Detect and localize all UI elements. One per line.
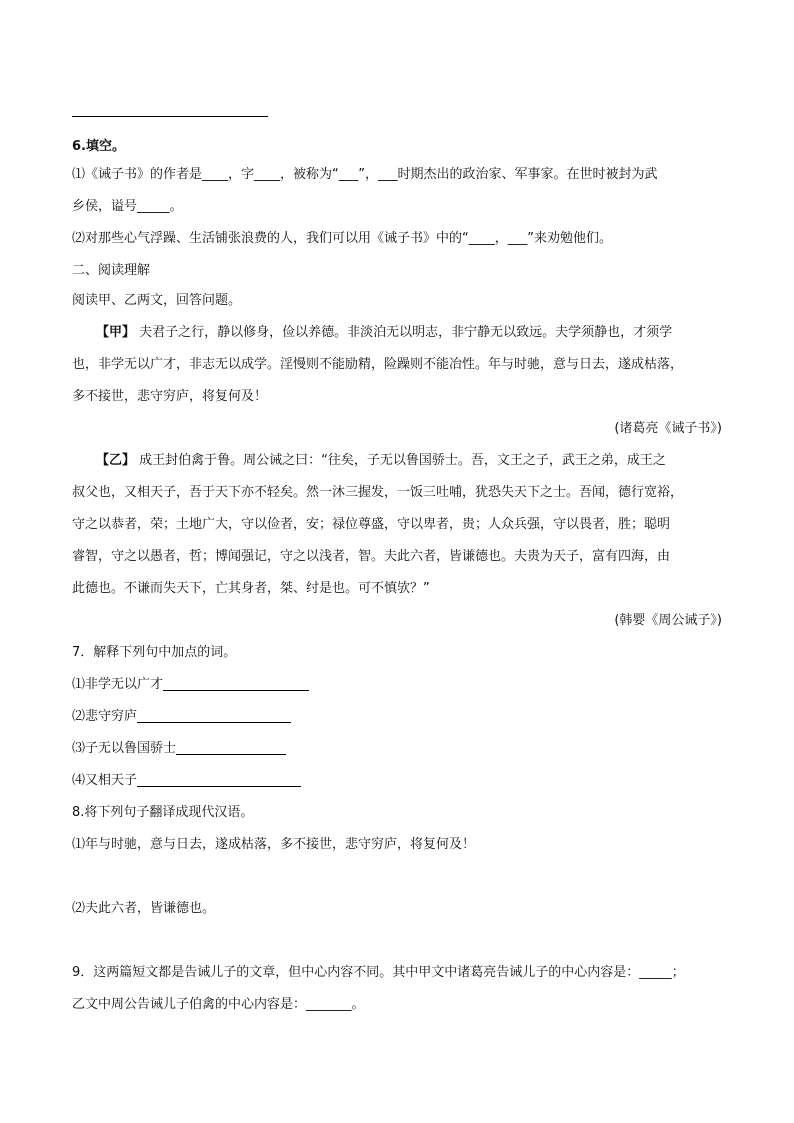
q8-item2: ⑵夫此六者，皆谦德也。 [72,901,216,916]
q6-title: 6.填空。 [72,139,125,154]
q7-item4-answer-line[interactable] [137,772,301,787]
passage-b-line1 [96,452,666,470]
q9-line1: 9．这两篇短文都是告诫儿子的文章，但中心内容不同。其中甲文中诸葛亮告诫儿子的中心内容是：_____； [72,965,685,980]
q8-title: 8.将下列句子翻译成现代汉语。 [72,805,254,820]
passage-a-source: (诸葛亮《诫子书》) [614,421,722,436]
passage-a-text1: 夫君子之行，静以修身，俭以养德。非淡泊无以明志，非宁静无以致远。夫学须静也，才须学 [139,325,673,340]
reading-instructions: 阅读甲、乙两文，回答问题。 [72,293,242,308]
q7-item2 [72,708,291,726]
passage-a-label: 【甲】 [96,325,136,340]
q7-item4-text: ⑷又相天子 [72,773,138,788]
section-heading: 二、阅读理解 [72,263,151,278]
passage-b-label: 【乙】 [96,453,136,468]
passage-b-line3: 守之以恭者，荣；土地广大，守以俭者，安；禄位尊盛，守以卑者，贵；人众兵强，守以畏者，胜；聪明 [72,517,671,532]
q9-line2: 乙文中周公告诫儿子伯禽的中心内容是：_______。 [72,997,365,1012]
passage-b-source: (韩婴《周公诫子》) [614,613,722,628]
q7-title: 7．解释下列句中加点的词。 [72,645,237,660]
passage-b-line4: 睿智，守之以愚者，哲；博闻强记，守之以浅者，智。夫此六者，皆谦德也。夫贵为天子，富有四海，由 [72,549,671,564]
passage-a-line1 [96,324,672,342]
q7-item1-answer-line[interactable] [163,676,309,691]
q6-part2: ⑵对那些心气浮躁、生活铺张浪费的人，我们可以用《诫子书》中的“____，___”来劝勉他们。 [72,231,612,246]
q6-part1-line2: 乡侯，谥号_____。 [72,199,183,214]
q6-part1-line1: ⑴《诫子书》的作者是____，字____，被称为“___”，___时期杰出的政治家、军事家。在世时被封为武 [72,167,658,182]
q7-item3-answer-line[interactable] [176,740,286,755]
q7-item2-answer-line[interactable] [137,708,291,723]
q7-item4 [72,772,301,790]
passage-b-text1: 成王封伯禽于鲁。周公诫之曰：“往矣，子无以鲁国骄士。吾，文王之子，武王之弟，成王之 [139,453,666,468]
passage-a-line3: 多不接世，悲守穷庐，将复何及！ [72,389,268,404]
q7-item3-text: ⑶子无以鲁国骄士 [72,741,177,756]
q7-item2-text: ⑵悲守穷庐 [72,709,138,724]
q7-item1-text: ⑴非学无以广才 [72,677,164,692]
q7-item1 [72,676,309,694]
passage-a-line2: 也，非学无以广才，非志无以成学。淫慢则不能励精，险躁则不能冶性。年与时驰，意与日去，遂成枯落， [72,357,684,372]
q7-item3 [72,740,286,758]
passage-b-line5: 此德也。不谦而失天下，亡其身者，桀、纣是也。可不慎欤？” [72,581,430,596]
q8-item1: ⑴年与时驰，意与日去，遂成枯落，多不接世，悲守穷庐，将复何及！ [72,837,476,852]
top-divider-rule [72,116,268,117]
passage-b-line2: 叔父也，又相天子，吾于天下亦不轻矣。然一沐三握发，一饭三吐哺，犹恐失天下之士。吾闻，德行宽裕， [72,485,684,500]
